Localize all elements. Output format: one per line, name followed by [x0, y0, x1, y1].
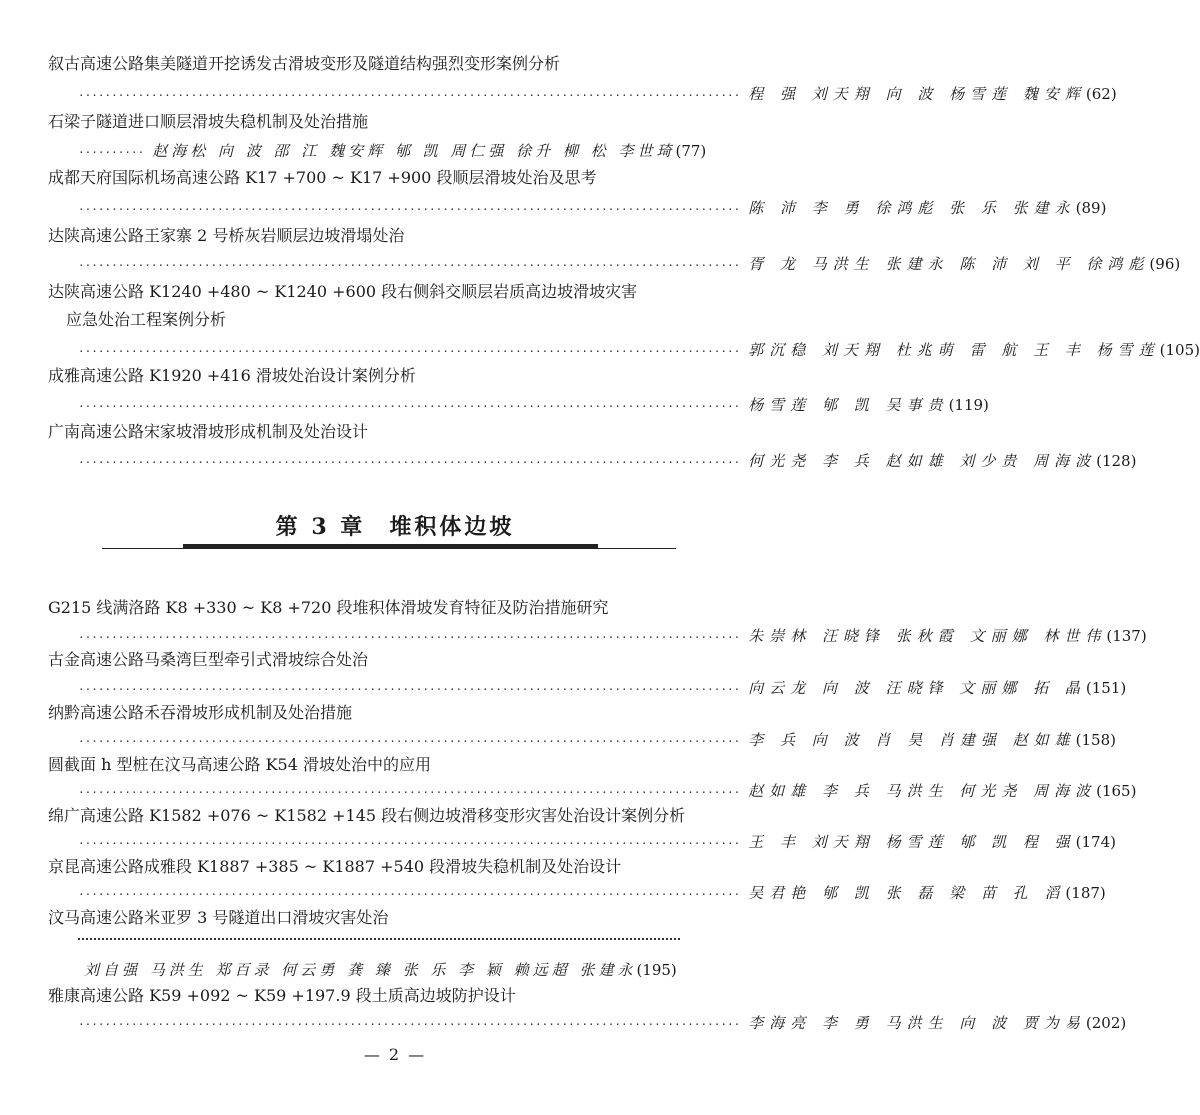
- toc-entry-title[interactable]: 达陕高速公路 K1240 +480 ~ K1240 +600 段右侧斜交顺层岩质高边坡滑坡灾害: [48, 282, 638, 301]
- toc-entry-authors: 李 兵 向 波 肖 昊 肖建强 赵如雄: [748, 731, 1076, 749]
- chapter-number: 第 3 章: [275, 514, 366, 540]
- toc-entry-authors-line: [78, 84, 1117, 106]
- chapter-rule-thin: [102, 548, 676, 549]
- toc-entry-authors: 吴君艳 郇 凯 张 磊 梁 苗 孔 滔: [748, 884, 1066, 902]
- toc-entry-page[interactable]: (89): [1075, 199, 1107, 217]
- toc-entry-authors: 赵海松 向 波 邵 江 魏安辉 郇 凯 周仁强 徐升 柳 松 李世琦: [152, 142, 676, 160]
- toc-entry-authors-line: [78, 883, 1106, 905]
- toc-entry-authors-line: [78, 678, 1127, 700]
- dot-leader: ····································································································: [78, 837, 741, 850]
- toc-entry-authors: 何光尧 李 兵 赵如雄 刘少贵 周海波: [748, 452, 1097, 470]
- page-number: — 2 —: [363, 1045, 427, 1064]
- toc-entry-page[interactable]: (105): [1159, 341, 1200, 359]
- dot-leader: ····································································································: [78, 400, 741, 413]
- toc-entry-authors-line: [84, 960, 728, 980]
- toc-entry-title[interactable]: 成雅高速公路 K1920 +416 滑坡处治设计案例分析: [48, 366, 416, 385]
- toc-entry-authors-line: [78, 198, 1107, 220]
- toc-entry-page[interactable]: (151): [1085, 679, 1127, 697]
- toc-entry-authors: 胥 龙 马洪生 张建永 陈 沛 刘 平 徐鸿彪: [748, 255, 1150, 273]
- toc-entry-page[interactable]: (119): [948, 396, 989, 414]
- toc-entry-title[interactable]: 绵广高速公路 K1582 +076 ~ K1582 +145 段右侧边坡滑移变形灾害处治设计案例分析: [48, 806, 686, 825]
- dot-leader: ····································································································: [78, 631, 741, 644]
- toc-entry-title[interactable]: 广南高速公路宋家坡滑坡形成机制及处治设计: [48, 422, 369, 441]
- toc-entry-title[interactable]: G215 线满洛路 K8 +330 ~ K8 +720 段堆积体滑坡发育特征及防治措施研究: [48, 598, 609, 617]
- chapter-heading: [0, 510, 790, 541]
- toc-entry-authors: 陈 沛 李 勇 徐鸿彪 张 乐 张建永: [748, 199, 1076, 217]
- toc-entry-authors-line: [78, 626, 1147, 648]
- toc-entry-authors: 杨雪莲 郇 凯 吴事贵: [748, 396, 949, 414]
- dot-leader: ····································································································: [78, 89, 741, 102]
- toc-entry-title[interactable]: 达陕高速公路王家寨 2 号桥灰岩顺层边坡滑塌处治: [48, 226, 405, 245]
- toc-entry-authors: 朱崇林 汪晓锋 张秋霞 文丽娜 林世伟: [748, 627, 1107, 645]
- dot-leader: ····································································································: [78, 456, 741, 469]
- toc-entry-title[interactable]: 圆截面 h 型桩在汶马高速公路 K54 滑坡处治中的应用: [48, 755, 431, 774]
- dot-leader: ····································································································: [78, 786, 741, 799]
- toc-entry-authors-line: [78, 832, 1116, 854]
- toc-entry-title-continued[interactable]: 应急处治工程案例分析: [66, 310, 227, 329]
- toc-entry-authors: 程 强 刘天翔 向 波 杨雪莲 魏安辉: [748, 85, 1086, 103]
- toc-entry-page[interactable]: (62): [1085, 85, 1117, 103]
- toc-entry-page[interactable]: (77): [675, 142, 707, 160]
- toc-entry-authors: 赵如雄 李 兵 马洪生 何光尧 周海波: [748, 782, 1097, 800]
- chapter-title: 堆积体边坡: [389, 514, 515, 540]
- toc-entry-title[interactable]: 雅康高速公路 K59 +092 ~ K59 +197.9 段土质高边坡防护设计: [48, 986, 516, 1005]
- toc-entry-page[interactable]: (128): [1096, 452, 1137, 470]
- toc-entry-page[interactable]: (96): [1149, 255, 1181, 273]
- toc-entry-authors-line: [78, 395, 989, 417]
- toc-entry-page[interactable]: (187): [1065, 884, 1106, 902]
- toc-entry-authors-line: [78, 451, 1137, 473]
- toc-entry-authors-line: [78, 781, 1137, 803]
- toc-entry-title[interactable]: 石梁子隧道进口顺层滑坡失稳机制及处治措施: [48, 112, 369, 131]
- toc-entry-page[interactable]: (137): [1106, 627, 1147, 645]
- toc-entry-authors: 李海亮 李 勇 马洪生 向 波 贾为易: [748, 1014, 1086, 1032]
- toc-entry-authors-line: [78, 730, 1116, 752]
- toc-entry-page[interactable]: (165): [1096, 782, 1137, 800]
- toc-entry-title[interactable]: 古金高速公路马桑湾巨型牵引式滑坡综合处治: [48, 650, 369, 669]
- dot-leader: ····································································································: [78, 345, 741, 358]
- toc-entry-page[interactable]: (202): [1085, 1014, 1127, 1032]
- toc-entry-page[interactable]: (158): [1075, 731, 1116, 749]
- toc-entry-title[interactable]: 成都天府国际机场高速公路 K17 +700 ~ K17 +900 段顺层滑坡处治及思考: [48, 168, 597, 187]
- toc-entry-title[interactable]: 叙古高速公路集美隧道开挖诱发古滑坡变形及隧道结构强烈变形案例分析: [48, 54, 561, 73]
- toc-entry-authors: 刘自强 马洪生 郑百录 何云勇 龚 臻 张 乐 李 颖 赖远超 张建永: [84, 961, 637, 979]
- dot-leader: ····································································································: [78, 1018, 741, 1031]
- toc-entry-authors: 郭沉稳 刘天翔 杜兆萌 雷 航 王 丰 杨雪莲: [748, 341, 1160, 359]
- toc-entry-authors: 王 丰 刘天翔 杨雪莲 郇 凯 程 强: [748, 833, 1076, 851]
- toc-entry-authors: 向云龙 向 波 汪晓锋 文丽娜 拓 晶: [748, 679, 1086, 697]
- toc-entry-page[interactable]: (174): [1075, 833, 1116, 851]
- dot-leader-full: [78, 936, 680, 940]
- toc-entry-authors-line: [78, 340, 1200, 362]
- toc-entry-authors-line: [78, 141, 728, 163]
- dot-leader: ····································································································: [78, 888, 741, 901]
- toc-entry-title[interactable]: 京昆高速公路成雅段 K1887 +385 ~ K1887 +540 段滑坡失稳机制及处治设计: [48, 857, 622, 876]
- toc-entry-title[interactable]: 纳黔高速公路禾吞滑坡形成机制及处治措施: [48, 703, 353, 722]
- dot-leader: ··········: [78, 146, 145, 159]
- toc-entry-authors-line: [78, 1013, 1127, 1035]
- dot-leader: ····································································································: [78, 683, 741, 696]
- toc-entry-title[interactable]: 汶马高速公路米亚罗 3 号隧道出口滑坡灾害处治: [48, 908, 389, 927]
- toc-entry-authors-line: [78, 254, 1181, 276]
- dot-leader: ····································································································: [78, 735, 741, 748]
- toc-entry-page[interactable]: (195): [636, 961, 677, 979]
- dot-leader: ····································································································: [78, 259, 741, 272]
- dot-leader: ····································································································: [78, 203, 741, 216]
